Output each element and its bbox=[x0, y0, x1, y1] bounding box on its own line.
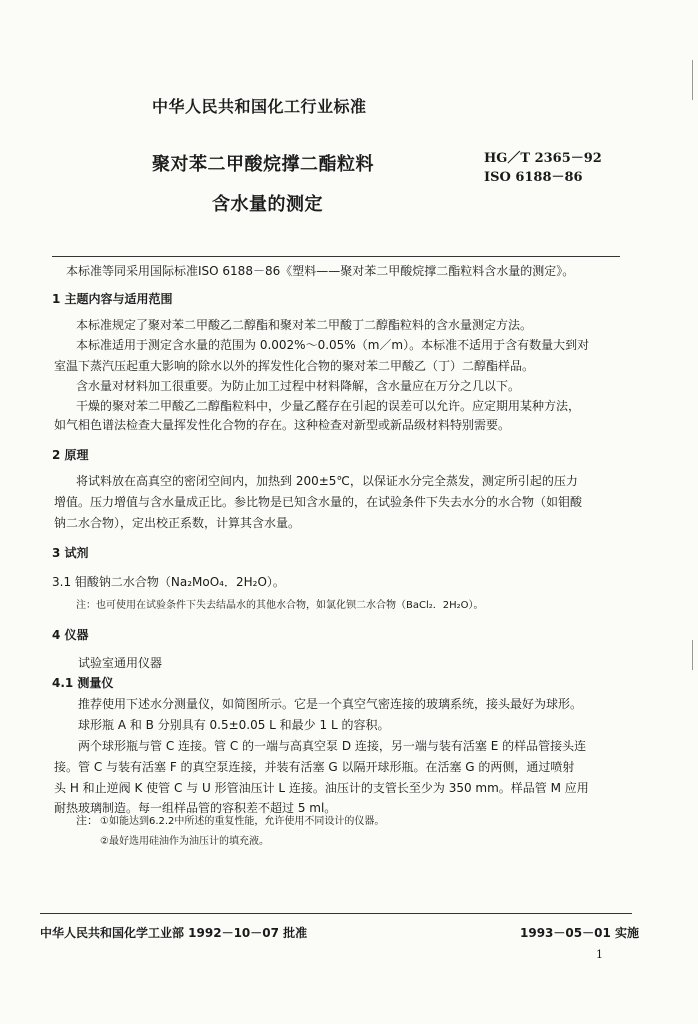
paragraph-line: 本标准适用于测定含水量的范围为 0.002%～0.05%（m／m）。本标准不适用于含有数量大到对 bbox=[76, 338, 590, 352]
standard-code-hg: HG／T 2365－92 bbox=[484, 151, 602, 166]
approval-info: 中华人民共和国化学工业部 1992－10－07 批准 bbox=[40, 926, 308, 940]
page-number: 1 bbox=[596, 948, 603, 961]
paragraph-line: 如气相色谱法检查大量挥发性化合物的存在。这种检查对新型或新品级材料特别需要。 bbox=[54, 418, 511, 432]
section-heading: 2 原理 bbox=[52, 448, 89, 462]
header-divider bbox=[52, 256, 620, 257]
paragraph-line: 头 H 和止逆阀 K 使管 C 与 U 形管油压计 L 连接。油压计的支管长至少为 350 mm。样品管 M 应用 bbox=[54, 781, 589, 795]
scan-edge-mark bbox=[692, 60, 693, 100]
note-text: ①如能达到6.2.2中所述的重复性能，允许使用不同设计的仪器。 bbox=[100, 816, 385, 827]
note-text: ②最好选用硅油作为油压计的填充液。 bbox=[100, 836, 269, 847]
standard-code-iso: ISO 6188－86 bbox=[484, 170, 583, 185]
section-heading: 4 仪器 bbox=[52, 628, 89, 642]
implementation-date: 1993－05－01 实施 bbox=[520, 926, 639, 940]
paragraph-line: 干燥的聚对苯二甲酸乙二醇酯粒料中，少量乙醛存在引起的误差可以允许。应定期用某种方法， bbox=[76, 399, 581, 413]
section-heading: 1 主题内容与适用范围 bbox=[52, 292, 173, 306]
paragraph-line: 两个球形瓶与管 C 连接。管 C 的一端与高真空泵 D 连接，另一端与装有活塞 E 的样品管接头连 bbox=[78, 739, 587, 753]
paragraph-line: 耐热玻璃制造。每一组样品管的容积差不超过 5 ml。 bbox=[54, 801, 337, 815]
paragraph-line: 试验室通用仪器 bbox=[78, 656, 163, 670]
intro-text: 本标准等同采用国际标准ISO 6188－86《塑料——聚对苯二甲酸烷撑二酯粒料含水量的测定》。 bbox=[66, 264, 575, 278]
note-text: 注：也可使用在试验条件下失去结晶水的其他水合物，如氯化钡二水合物（BaCl₂．2H₂O）。 bbox=[76, 600, 484, 611]
paragraph-line: 本标准规定了聚对苯二甲酸乙二醇酯和聚对苯二甲酸丁二醇酯粒料的含水量测定方法。 bbox=[76, 318, 533, 332]
footer-divider bbox=[40, 913, 632, 914]
page-title: 聚对苯二甲酸烷撑二酯粒料 bbox=[152, 154, 374, 175]
standard-name: 中华人民共和国化工行业标准 bbox=[152, 97, 367, 116]
clause-3-1: 3.1 钼酸钠二水合物（Na₂MoO₄．2H₂O）。 bbox=[52, 575, 285, 589]
paragraph-line: 推荐使用下述水分测量仪，如简图所示。它是一个真空气密连接的玻璃系统，接头最好为球形。 bbox=[78, 697, 583, 711]
paragraph-line: 室温下蒸汽压起重大影响的除水以外的挥发性化合物的聚对苯二甲酸乙（丁）二醇酯样品。 bbox=[54, 359, 535, 373]
paragraph-line: 将试料放在高真空的密闭空间内，加热到 200±5℃，以保证水分完全蒸发，测定所引起的压力 bbox=[76, 474, 578, 488]
scan-edge-mark bbox=[692, 640, 693, 670]
note-label: 注： bbox=[76, 814, 98, 827]
section-heading: 3 试剂 bbox=[52, 546, 89, 560]
paragraph-line: 含水量对材料加工很重要。为防止加工过程中材料降解，含水量应在万分之几以下。 bbox=[76, 379, 521, 393]
paragraph-line: 钠二水合物），定出校正系数，计算其含水量。 bbox=[54, 516, 301, 530]
paragraph-line: 增值。压力增值与含水量成正比。参比物是已知含水量的，在试验条件下失去水分的水合物（如钼酸 bbox=[54, 495, 583, 509]
clause-4-1: 4.1 测量仪 bbox=[52, 676, 114, 690]
page-subtitle: 含水量的测定 bbox=[212, 194, 323, 215]
paragraph-line: 球形瓶 A 和 B 分别具有 0.5±0.05 L 和最少 1 L 的容积。 bbox=[78, 718, 390, 732]
paragraph-line: 接。管 C 与装有活塞 F 的真空泵连接，并装有活塞 G 以隔开球形瓶。在活塞 G 的两侧，通过喷射 bbox=[54, 760, 575, 774]
